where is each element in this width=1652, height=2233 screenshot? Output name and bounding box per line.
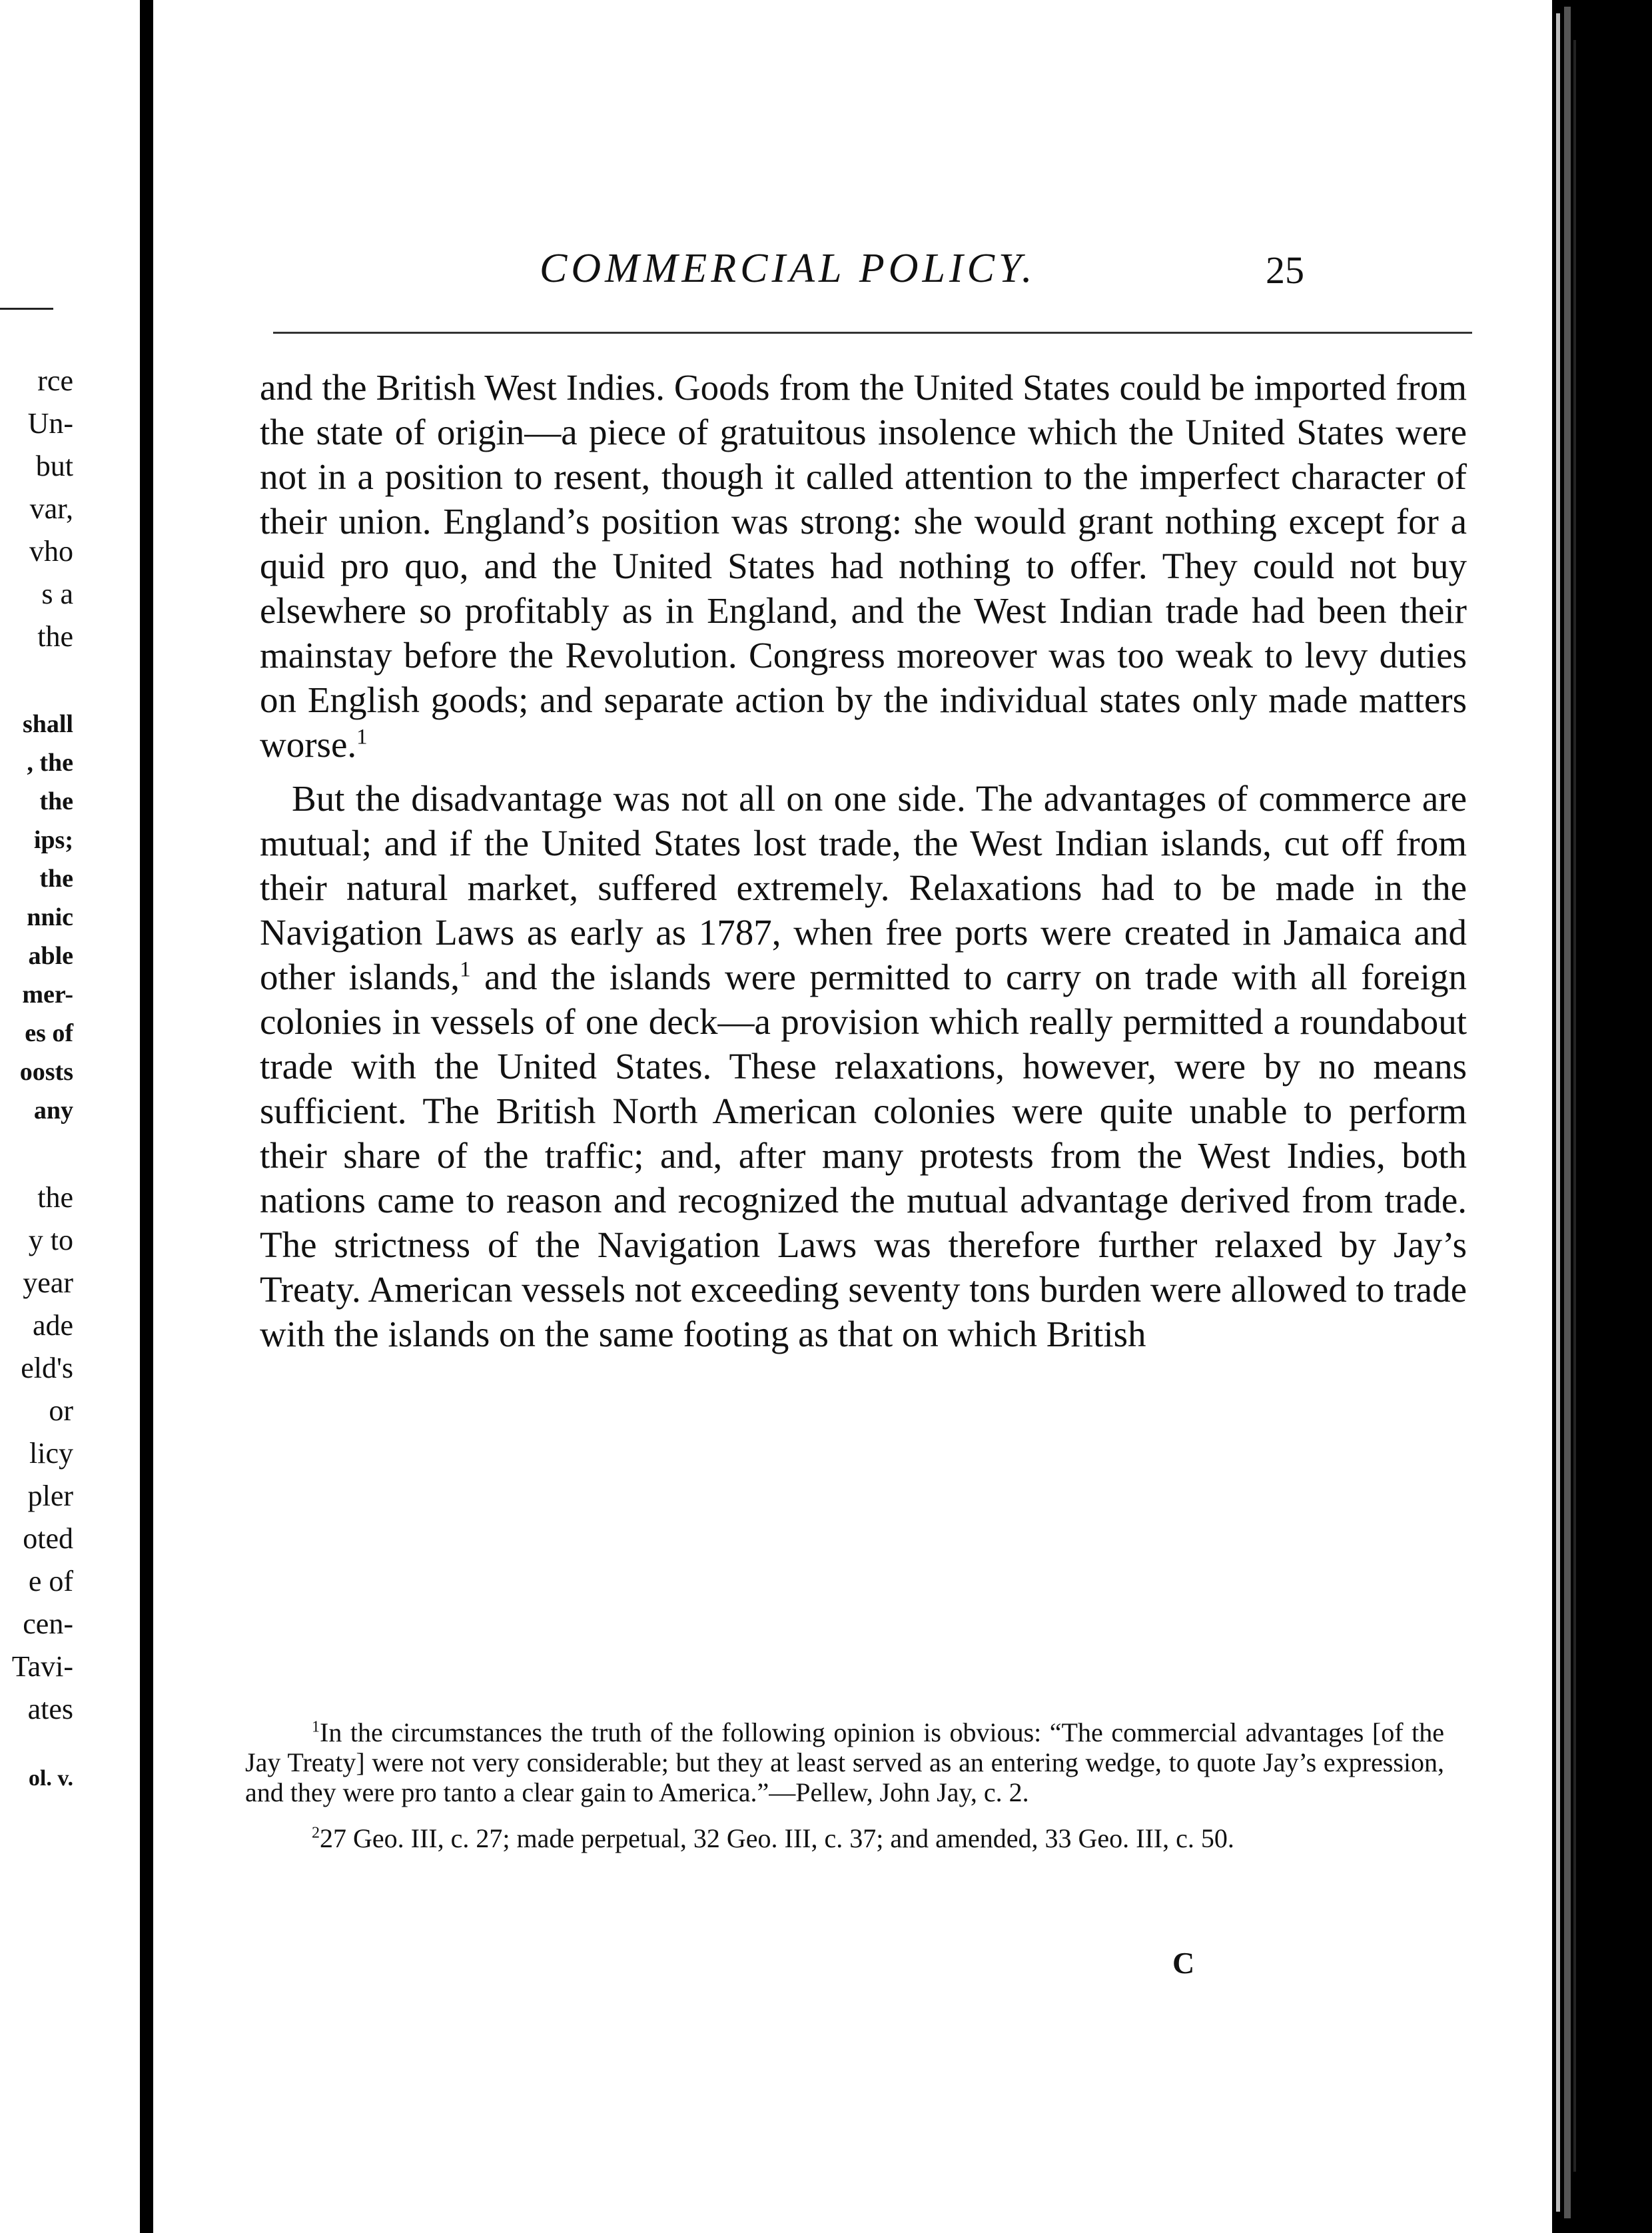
- footnote-mark: 1: [312, 1718, 320, 1736]
- facing-word: cen-: [23, 1607, 73, 1640]
- facing-word: any: [33, 1097, 73, 1124]
- signature-mark: C: [1172, 1946, 1195, 1980]
- facing-page-rule: [0, 308, 53, 310]
- facing-word: the: [39, 865, 73, 893]
- book-edge: [1552, 0, 1652, 2233]
- footnote-text: 27 Geo. III, c. 27; made perpetual, 32 Geo. III, c. 37; and amended, 33 Geo. III, c. 50.: [320, 1823, 1234, 1853]
- facing-word: able: [28, 942, 73, 970]
- facing-word: Tavi-: [11, 1650, 73, 1683]
- page-edge-line: [1556, 13, 1560, 2212]
- facing-word: e of: [28, 1565, 73, 1597]
- footnote-ref: 1: [460, 957, 471, 982]
- facing-group-1: [0, 360, 73, 658]
- facing-group-2: [0, 705, 73, 1130]
- page-edge-line: [1573, 40, 1576, 2172]
- paragraph: [260, 776, 1467, 1356]
- facing-word: or: [49, 1394, 73, 1427]
- facing-word: rce: [37, 364, 73, 397]
- footnote: [245, 1823, 1444, 1853]
- footnotes: [245, 1717, 1444, 1853]
- facing-group-3: [0, 1176, 73, 1731]
- header-rule: [273, 332, 1472, 334]
- body-text: [260, 365, 1467, 1356]
- paragraph-text: and the islands were permitted to carry on trade with all foreign colonies in vessels of one deck—a provision which really permitted a roundabout trade with the United States. These relaxations, however, were by no means sufficient. The British North American colonies were quite unable to perform their share of the traffic; and, after many protests from the West Indies, both nations came to reason and recognized the mutual advantage derived from trade. The strictness of the Navigation Laws was therefore further relaxed by Jay’s Treaty. American vessels not exceeding seventy tons burden were allowed to trade with the islands on the same footing as that on which British: [260, 957, 1467, 1354]
- paragraph: [260, 365, 1467, 767]
- facing-word: nnic: [27, 903, 73, 931]
- facing-word: mer-: [22, 981, 73, 1009]
- facing-word: oted: [23, 1522, 73, 1555]
- facing-word: ips;: [33, 826, 73, 854]
- facing-word: year: [23, 1266, 73, 1299]
- facing-word: oosts: [19, 1058, 73, 1086]
- facing-page-words: [0, 360, 73, 1800]
- footnote-text: In the circumstances the truth of the following opinion is obvious: “The commercial advantages [of the Jay Treaty] were not very considerable; but they at least served as an entering wedge, to quote Jay’s expression, and they were pro tanto a clear gain to America.”—Pellew, John Jay, c. 2.: [245, 1717, 1444, 1807]
- facing-word: licy: [29, 1437, 73, 1470]
- facing-group-4: [0, 1757, 73, 1800]
- facing-word: ade: [32, 1309, 73, 1342]
- book-page: [167, 0, 1539, 2233]
- facing-word: , the: [27, 749, 73, 777]
- facing-word: s a: [41, 578, 73, 610]
- footnote-ref: 1: [356, 725, 368, 749]
- facing-word: y to: [28, 1224, 73, 1256]
- facing-word: vho: [29, 535, 73, 568]
- facing-word: the: [39, 787, 73, 815]
- paragraph-text: and the British West Indies. Goods from the United States could be imported from the state of origin—a piece of gratuitous insolence which the United States were not in a position to resent, though it called attention to the imperfect character of their union. England’s position was strong: she would grant nothing except for a quid pro quo, and the United States had nothing to offer. They could not buy elsewhere so profitably as in England, and the West Indian trade had been their mainstay before the Revolution. Congress moreover was too weak to levy duties on English goods; and separate action by the individual states only made matters worse.: [260, 367, 1467, 765]
- page-number: 25: [1266, 248, 1304, 292]
- facing-word: var,: [29, 492, 73, 525]
- page-edge-line: [1564, 7, 1571, 2218]
- facing-word: shall: [22, 710, 73, 738]
- facing-word: ol. v.: [28, 1766, 73, 1791]
- facing-word: the: [37, 620, 73, 653]
- paragraph-text: But the disadvantage was not all on one side. The advantages of commerce are mutual; and if the United States lost trade, the West Indian islands, cut off from their natural market, suffered extremely. Relaxations had to be made in the Navigation Laws as early as 1787, when free ports were created in Jamaica and other islands,: [260, 778, 1467, 997]
- running-title: COMMERCIAL POLICY.: [540, 246, 1036, 291]
- facing-word: but: [35, 450, 73, 482]
- facing-word: the: [37, 1181, 73, 1214]
- facing-page-fragment: [0, 0, 153, 2233]
- facing-word: ates: [27, 1693, 73, 1725]
- footnote: [245, 1717, 1444, 1807]
- facing-word: es of: [25, 1019, 73, 1047]
- facing-word: eld's: [21, 1352, 73, 1384]
- footnote-mark: 2: [312, 1824, 320, 1842]
- gutter-shadow: [140, 0, 153, 2233]
- facing-word: pler: [27, 1480, 73, 1512]
- facing-word: Un-: [27, 407, 73, 440]
